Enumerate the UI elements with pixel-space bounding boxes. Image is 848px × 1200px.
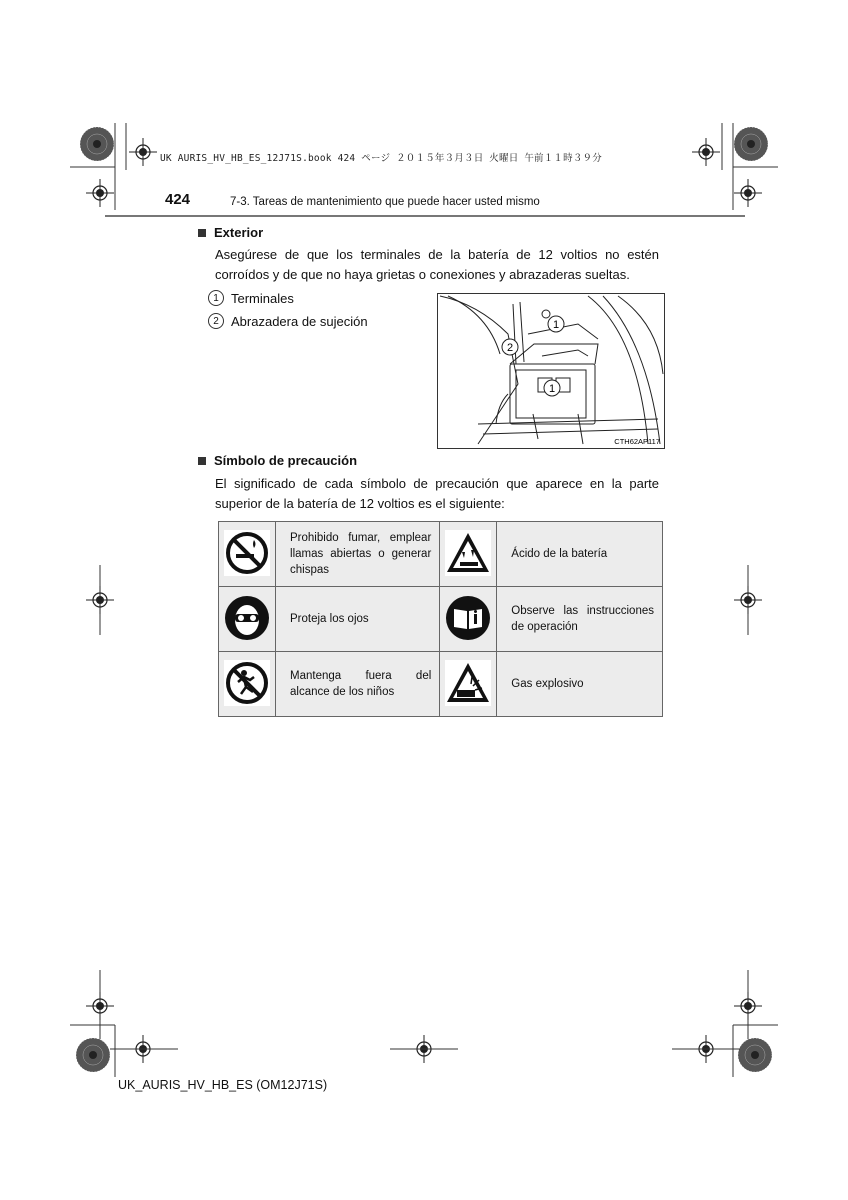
caution-line-2: superior de la batería de 12 voltios es el siguiente: [215,496,505,511]
table-row [219,652,663,717]
symbol-description: Prohibido fumar, emplear llamas abiertas o generar chispas [276,522,440,587]
header-rule [105,215,745,217]
read-manual-icon [445,595,491,641]
bullet-square-icon [198,229,206,237]
caution-heading-text: Símbolo de precaución [214,453,358,468]
figure-code: CTH62AP117 [614,437,660,446]
exterior-line-2: corroídos y de que no haya grietas o conexiones y abrazaderas sueltas. [215,267,630,282]
symbols-table [218,521,663,717]
callout-clamp [208,313,368,329]
figure-marker-1: 1 [552,319,560,331]
bullet-square-icon [198,457,206,465]
battery-figure [437,293,665,449]
battery-acid-icon [445,530,491,576]
table-row [219,522,663,587]
explosive-gas-icon [445,660,491,706]
symbol-description: Proteja los ojos [276,587,440,652]
battery-illustration [438,294,664,448]
figure-marker-3: 1 [548,383,556,395]
figure-markers [502,316,564,396]
symbol-description: Observe las instrucciones de operación [497,587,663,652]
exterior-heading [198,225,263,240]
print-header: UK AURIS_HV_HB_ES_12J71S.book 424 ページ ２０１５年３月３日 火曜日 午前１１時３９分 [160,153,602,164]
exterior-paragraph [215,245,659,285]
section-title: 7-3. Tareas de mantenimiento que puede hacer usted mismo [230,196,540,208]
callout-label: Terminales [231,290,294,306]
symbol-description: Gas explosivo [497,652,663,717]
symbol-cell [219,652,276,717]
callout-terminals [208,290,294,306]
symbol-description: Mantenga fuera del alcance de los niños [276,652,440,717]
callout-label: Abrazadera de sujeción [231,313,368,329]
caution-heading [198,453,357,468]
symbol-cell [219,522,276,587]
callout-number: 1 [208,290,224,306]
table-row [219,587,663,652]
eye-protection-icon [224,595,270,641]
keep-children-away-icon [224,660,270,706]
figure-marker-2: 2 [506,342,514,354]
symbol-description: Ácido de la batería [497,522,663,587]
exterior-heading-text: Exterior [214,225,264,240]
footer-code: UK_AURIS_HV_HB_ES (OM12J71S) [118,1078,328,1092]
no-smoking-icon [224,530,270,576]
callout-number: 2 [208,313,224,329]
symbol-cell [440,587,497,652]
page-number: 424 [165,191,191,208]
caution-paragraph [215,474,659,514]
symbol-cell [440,522,497,587]
exterior-line-1: Asegúrese de que los terminales de la batería de 12 voltios no estén [215,247,659,262]
symbol-cell [440,652,497,717]
symbol-cell [219,587,276,652]
caution-line-1: El significado de cada símbolo de precaución que aparece en la parte [215,476,659,491]
